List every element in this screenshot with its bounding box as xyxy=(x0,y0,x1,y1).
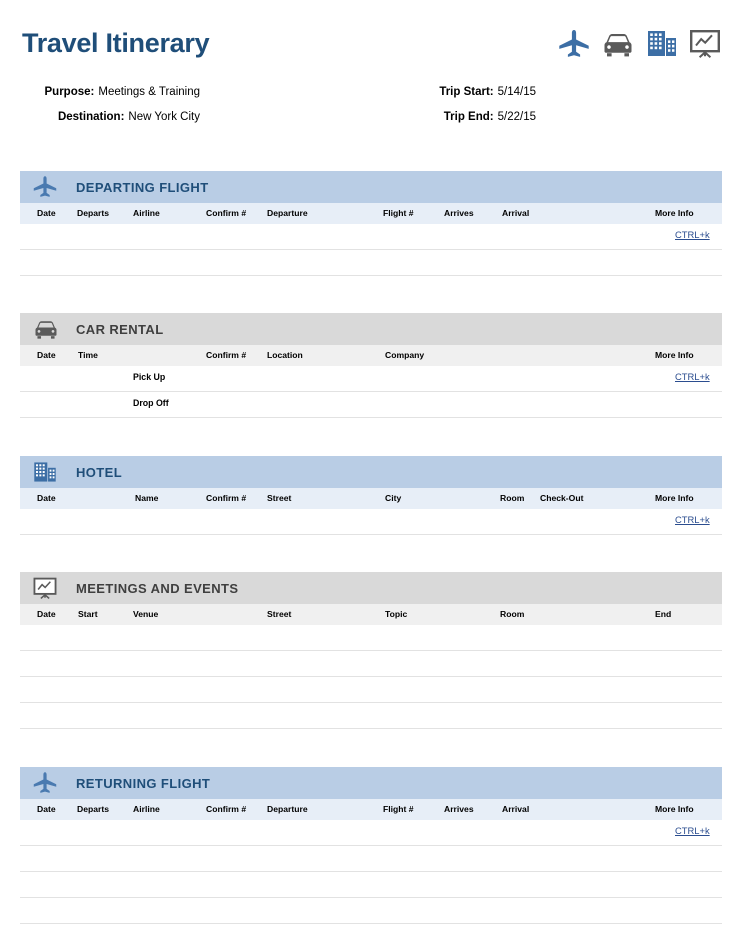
trip-end-value: 5/22/15 xyxy=(497,111,536,123)
trip-end-row xyxy=(336,111,536,123)
section-header-departing-flight xyxy=(20,171,722,203)
column-header-row xyxy=(20,345,722,366)
section-title: MEETINGS AND EVENTS xyxy=(76,580,239,596)
section-hotel xyxy=(20,456,722,535)
column-header-confirm: Confirm # xyxy=(206,493,247,503)
table-row[interactable] xyxy=(20,872,722,898)
column-header-departure: Departure xyxy=(267,804,308,814)
column-header-departs: Departs xyxy=(77,804,109,814)
column-header-check-out: Check-Out xyxy=(540,493,584,503)
table-row[interactable] xyxy=(20,846,722,872)
destination-label: Destination: xyxy=(57,111,125,123)
row-label-drop-off: Drop Off xyxy=(133,398,169,408)
table-row[interactable] xyxy=(20,392,722,418)
section-car-rental xyxy=(20,313,722,418)
column-header-more-info: More Info xyxy=(655,350,694,360)
row-label-pick-up: Pick Up xyxy=(133,372,166,382)
presentation-board-icon xyxy=(688,28,722,59)
column-header-flight: Flight # xyxy=(383,208,414,218)
column-header-date: Date xyxy=(37,493,56,503)
section-title: HOTEL xyxy=(76,464,123,480)
airplane-icon xyxy=(32,175,66,199)
column-header-more-info: More Info xyxy=(655,804,694,814)
column-header-street: Street xyxy=(267,609,292,619)
column-header-room: Room xyxy=(500,493,525,503)
section-title: CAR RENTAL xyxy=(76,321,164,337)
column-header-date: Date xyxy=(37,804,56,814)
trip-end-label: Trip End: xyxy=(443,111,494,123)
column-header-row xyxy=(20,203,722,224)
more-info-link[interactable]: CTRL+k xyxy=(675,514,710,525)
section-departing-flight xyxy=(20,171,722,276)
column-header-airline: Airline xyxy=(133,804,160,814)
column-header-more-info: More Info xyxy=(655,208,694,218)
header-icon-group xyxy=(557,28,722,59)
section-header-meetings-and-events xyxy=(20,572,722,604)
purpose-row xyxy=(0,86,200,98)
column-header-end: End xyxy=(655,609,672,619)
column-header-confirm: Confirm # xyxy=(206,208,247,218)
column-header-time: Time xyxy=(78,350,98,360)
airplane-icon xyxy=(557,29,591,59)
column-header-topic: Topic xyxy=(385,609,408,619)
column-header-flight: Flight # xyxy=(383,804,414,814)
destination-value: New York City xyxy=(128,111,200,123)
table-row[interactable] xyxy=(20,224,722,250)
column-header-arrival: Arrival xyxy=(502,208,530,218)
trip-start-value: 5/14/15 xyxy=(497,86,536,98)
column-header-start: Start xyxy=(78,609,98,619)
column-header-row xyxy=(20,799,722,820)
section-title: DEPARTING FLIGHT xyxy=(76,179,209,195)
car-icon xyxy=(600,29,636,59)
trip-start-label: Trip Start: xyxy=(439,86,494,98)
column-header-date: Date xyxy=(37,350,56,360)
section-header-car-rental xyxy=(20,313,722,345)
column-header-confirm: Confirm # xyxy=(206,350,247,360)
building-icon xyxy=(645,28,679,59)
table-row[interactable] xyxy=(20,703,722,729)
table-row[interactable] xyxy=(20,366,722,392)
column-header-confirm: Confirm # xyxy=(206,804,247,814)
column-header-street: Street xyxy=(267,493,292,503)
car-icon xyxy=(32,317,66,341)
section-title: RETURNING FLIGHT xyxy=(76,775,211,791)
column-header-date: Date xyxy=(37,609,56,619)
more-info-link[interactable]: CTRL+k xyxy=(675,371,710,382)
column-header-departs: Departs xyxy=(77,208,109,218)
table-row[interactable] xyxy=(20,677,722,703)
column-header-company: Company xyxy=(385,350,425,360)
column-header-location: Location xyxy=(267,350,303,360)
more-info-link[interactable]: CTRL+k xyxy=(675,825,710,836)
section-header-returning-flight xyxy=(20,767,722,799)
column-header-departure: Departure xyxy=(267,208,308,218)
section-returning-flight xyxy=(20,767,722,924)
table-row[interactable] xyxy=(20,820,722,846)
section-header-hotel xyxy=(20,456,722,488)
purpose-value: Meetings & Training xyxy=(98,86,200,98)
column-header-row xyxy=(20,488,722,509)
trip-meta xyxy=(0,86,741,148)
airplane-icon xyxy=(32,771,66,795)
column-header-airline: Airline xyxy=(133,208,160,218)
trip-start-row xyxy=(336,86,536,98)
column-header-venue: Venue xyxy=(133,609,159,619)
table-row[interactable] xyxy=(20,509,722,535)
column-header-arrival: Arrival xyxy=(502,804,530,814)
column-header-city: City xyxy=(385,493,402,503)
page-header xyxy=(0,0,741,86)
table-row[interactable] xyxy=(20,625,722,651)
column-header-arrives: Arrives xyxy=(444,208,474,218)
column-header-arrives: Arrives xyxy=(444,804,474,814)
table-row[interactable] xyxy=(20,651,722,677)
presentation-board-icon xyxy=(32,576,66,600)
section-meetings-and-events xyxy=(20,572,722,729)
page-title: Travel Itinerary xyxy=(22,28,210,58)
purpose-label: Purpose: xyxy=(44,86,95,98)
column-header-name: Name xyxy=(135,493,159,503)
table-row[interactable] xyxy=(20,250,722,276)
building-icon xyxy=(32,460,66,484)
column-header-more-info: More Info xyxy=(655,493,694,503)
column-header-room: Room xyxy=(500,609,525,619)
column-header-date: Date xyxy=(37,208,56,218)
column-header-row xyxy=(20,604,722,625)
destination-row xyxy=(0,111,200,123)
table-row[interactable] xyxy=(20,898,722,924)
more-info-link[interactable]: CTRL+k xyxy=(675,229,710,240)
